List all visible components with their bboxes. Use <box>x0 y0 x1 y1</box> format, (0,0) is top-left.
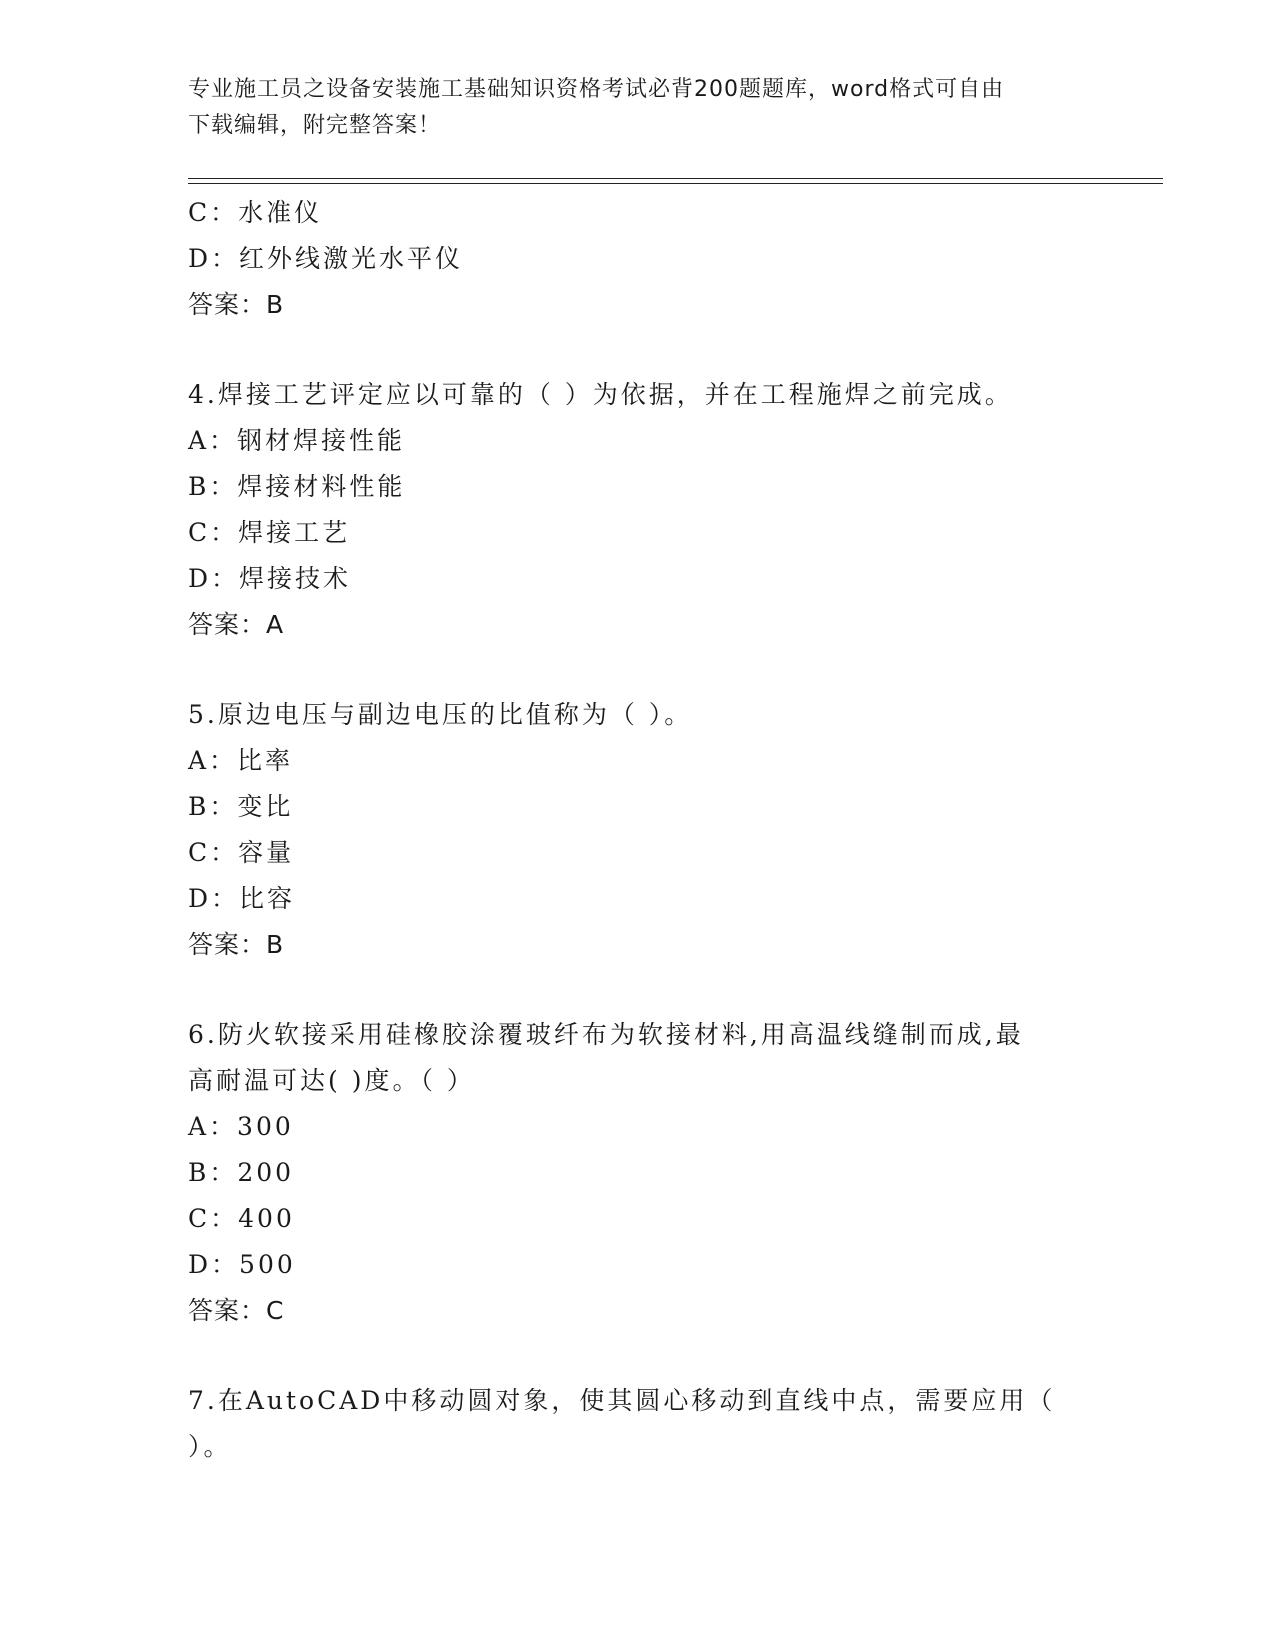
option-d: D：500 <box>188 1250 296 1279</box>
option-c: C：容量 <box>188 838 295 867</box>
option-a: A：300 <box>188 1112 294 1141</box>
option-a: A：比率 <box>188 746 294 775</box>
option-b: B：200 <box>188 1158 295 1187</box>
question-text: 5.原边电压与副边电压的比值称为（ ）。 <box>188 700 693 729</box>
option-b: B：焊接材料性能 <box>188 472 406 501</box>
answer-line: 答案：B <box>188 290 285 319</box>
answer-line: 答案：B <box>188 930 285 959</box>
question-block-4 <box>188 372 1088 648</box>
answer-line: 答案：C <box>188 1296 285 1325</box>
question-text: 4.焊接工艺评定应以可靠的（ ）为依据，并在工程施焊之前完成。 <box>188 380 1013 409</box>
answer-line: 答案：A <box>188 610 285 639</box>
option-a: A：钢材焊接性能 <box>188 426 406 455</box>
question-text-line-2: ）。 <box>188 1432 232 1461</box>
option-c: C：水准仪 <box>188 198 323 227</box>
option-b: B：变比 <box>188 792 294 821</box>
header-divider-bottom <box>188 183 1163 184</box>
option-d: D：比容 <box>188 884 296 913</box>
header-line-2: 下载编辑，附完整答案！ <box>188 113 442 138</box>
question-block-6 <box>188 1012 1088 1334</box>
question-text-line-1: 7.在AutoCAD中移动圆对象，使其圆心移动到直线中点，需要应用（ <box>188 1386 1056 1415</box>
question-block-7 <box>188 1378 1088 1470</box>
header-line-1: 专业施工员之设备安装施工基础知识资格考试必背200题题库，word格式可自由 <box>188 77 1005 102</box>
header-divider-top <box>188 178 1163 179</box>
question-list <box>188 190 1088 1470</box>
document-header <box>188 72 1068 144</box>
option-d: D：红外线激光水平仪 <box>188 244 464 273</box>
question-block-5 <box>188 692 1088 968</box>
option-c: C：400 <box>188 1204 295 1233</box>
option-c: C：焊接工艺 <box>188 518 351 547</box>
question-block-prev <box>188 190 1088 328</box>
question-text-line-1: 6.防火软接采用硅橡胶涂覆玻纤布为软接材料,用高温线缝制而成,最 <box>188 1020 1024 1049</box>
question-text-line-2: 高耐温可达( )度。（ ） <box>188 1066 475 1095</box>
option-d: D：焊接技术 <box>188 564 352 593</box>
